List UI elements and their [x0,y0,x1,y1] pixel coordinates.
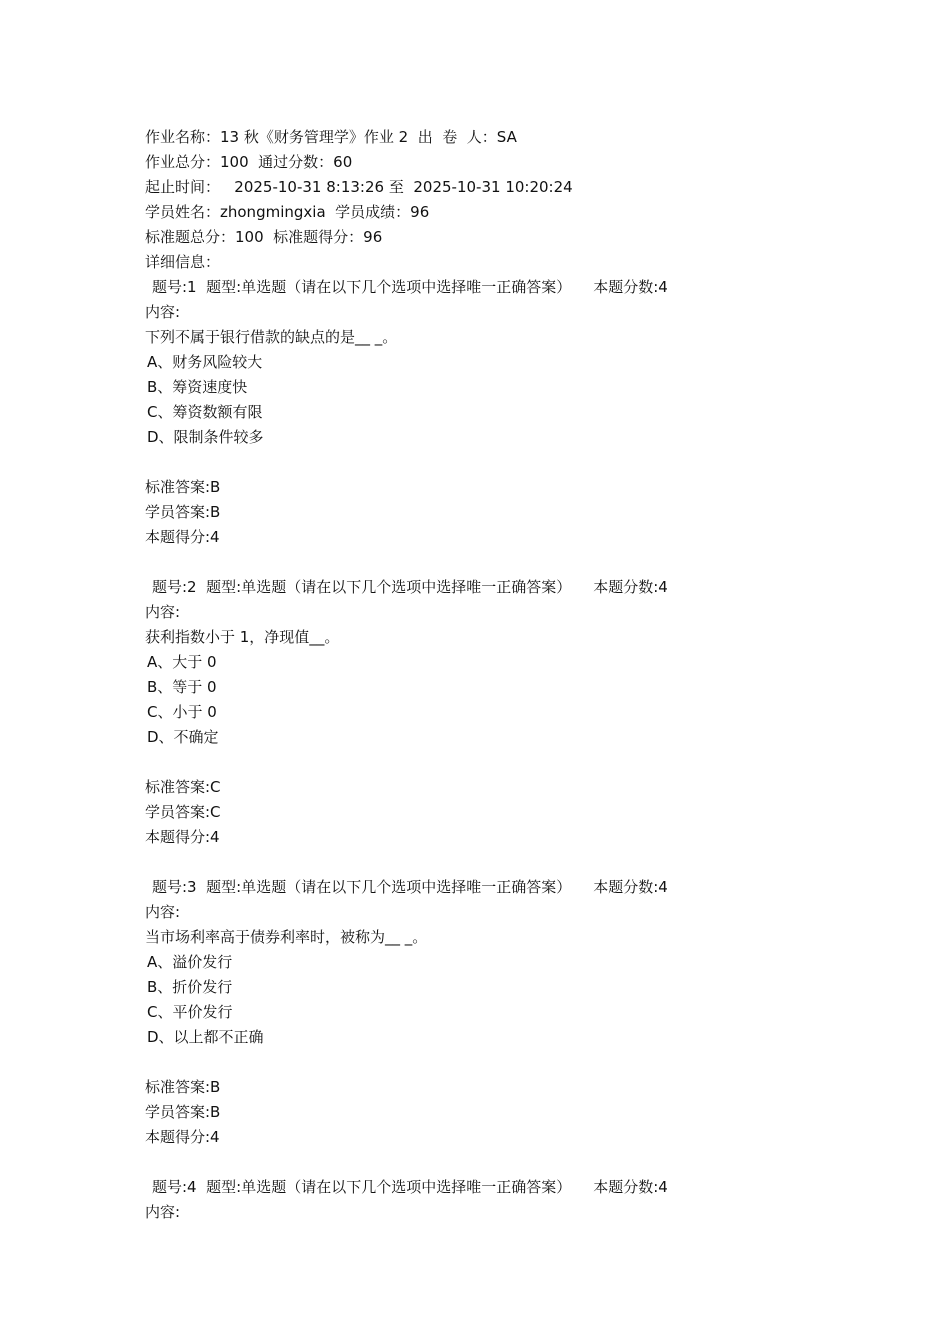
question-header [145,875,845,900]
question-text: 下列不属于银行借款的缺点的是__ _。 [145,328,398,346]
question-score: 本题得分:4 [145,1128,220,1146]
assignment-name: 作业名称：13 秋《财务管理学》作业 2 出 卷 人：SA [145,128,517,146]
question-score: 本题得分:4 [145,828,220,846]
start-end-time: 起止时间： 2025-10-31 8:13:26 至 2025-10-31 10:20:24 [145,178,573,196]
question-points: 本题分数:4 [593,578,668,596]
content-label: 内容: [145,1203,181,1221]
standard-answer: 标准答案:B [145,478,221,496]
question-text: 获利指数小于 1，净现值__。 [145,628,340,646]
question-block [145,875,845,1175]
question-type: 题号:2 题型:单选题（请在以下几个选项中选择唯一正确答案） [152,578,572,596]
content-label: 内容: [145,603,181,621]
student-name-result: 学员姓名：zhongmingxia 学员成绩：96 [145,203,430,221]
question-block [145,575,845,875]
question-header [145,575,845,600]
student-answer: 学员答案:C [145,803,221,821]
content-label: 内容: [145,903,181,921]
option-d: D、以上都不正确 [147,1028,264,1046]
question-points: 本题分数:4 [593,1178,668,1196]
option-d: D、不确定 [147,728,219,746]
spacer [145,750,845,775]
option-c: C、筹资数额有限 [147,403,263,421]
spacer [145,550,845,575]
question-type: 题号:3 题型:单选题（请在以下几个选项中选择唯一正确答案） [152,878,572,896]
question-block [145,275,845,575]
total-score-pass-score: 作业总分：100 通过分数：60 [145,153,353,171]
spacer [145,1150,845,1175]
spacer [145,450,845,475]
option-b: B、折价发行 [147,978,233,996]
standard-score-summary: 标准题总分：100 标准题得分：96 [145,228,383,246]
option-a: A、财务风险较大 [147,353,263,371]
student-answer: 学员答案:B [145,503,221,521]
standard-answer: 标准答案:C [145,778,221,796]
details-label: 详细信息： [145,253,221,271]
option-c: C、小于 0 [147,703,217,721]
question-points: 本题分数:4 [593,878,668,896]
question-text: 当市场利率高于债券利率时，被称为__ _。 [145,928,428,946]
student-answer: 学员答案:B [145,1103,221,1121]
content-label: 内容: [145,303,181,321]
option-b: B、等于 0 [147,678,217,696]
spacer [145,1050,845,1075]
option-a: A、大于 0 [147,653,217,671]
option-d: D、限制条件较多 [147,428,264,446]
option-a: A、溢价发行 [147,953,233,971]
question-type: 题号:1 题型:单选题（请在以下几个选项中选择唯一正确答案） [152,278,572,296]
question-type: 题号:4 题型:单选题（请在以下几个选项中选择唯一正确答案） [152,1178,572,1196]
question-points: 本题分数:4 [593,278,668,296]
question-header [145,275,845,300]
question-block [145,1175,845,1225]
option-c: C、平价发行 [147,1003,233,1021]
question-score: 本题得分:4 [145,528,220,546]
option-b: B、筹资速度快 [147,378,248,396]
question-header [145,1175,845,1200]
document-body [145,125,845,1225]
spacer [145,850,845,875]
standard-answer: 标准答案:B [145,1078,221,1096]
